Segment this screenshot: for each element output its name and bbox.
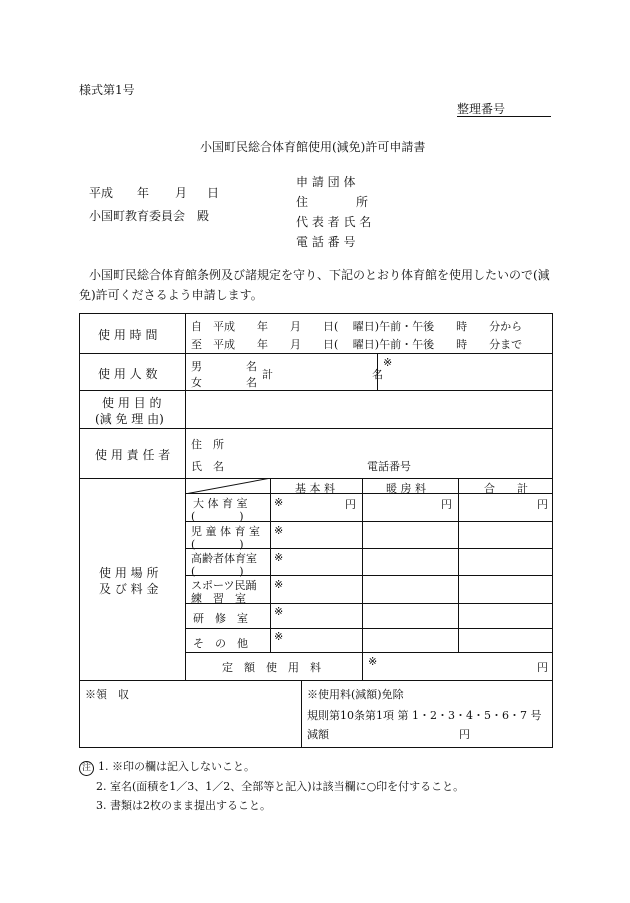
header-diagonal <box>185 478 271 494</box>
fee-mark: ※ <box>274 630 284 643</box>
date-day: 日 <box>207 186 220 200</box>
place-fee-label: 使 用 場 所 <box>99 566 159 580</box>
date-year: 年 <box>137 186 150 200</box>
people-label: 使 用 人 数 <box>98 367 158 381</box>
col-total: 合 計 <box>484 482 528 495</box>
fixed-fee-mark: ※ <box>368 655 378 668</box>
exemption-rule[interactable]: 規則第10条第1項 第 1・2・3・4・5・6・7 号 <box>307 709 542 722</box>
responsible-name[interactable]: 氏 名 <box>191 460 224 473</box>
total-fee-yen: 円 <box>537 498 548 511</box>
fee-mark: ※ <box>274 524 284 537</box>
time-from[interactable]: 自 平成 年 月 日( 曜日)午前・午後 時 分から <box>191 320 523 333</box>
responsible-label: 使 用 責 任 者 <box>95 448 171 462</box>
responsible-address[interactable]: 住 所 <box>191 438 224 451</box>
people-note-mark: ※ <box>383 356 393 369</box>
purpose-reason-label: (減 免 理 由) <box>95 412 164 426</box>
fixed-fee-yen: 円 <box>537 661 548 674</box>
room-name: 児 童 体 育 室 <box>191 525 260 538</box>
reference-number-line[interactable] <box>457 116 551 117</box>
intro-text-line2: 免)許可くださるよう申請します。 <box>79 288 263 302</box>
people-total[interactable]: 計 名 <box>262 368 383 381</box>
room-name: 高齢者体育室 <box>191 552 257 565</box>
purpose-label: 使 用 目 的 <box>102 396 162 410</box>
note-2: 2. 室名(面積を1／3、1／2、全部等と記入)は該当欄に○印を付すること。 <box>96 780 465 793</box>
form-number: 様式第1号 <box>79 83 135 97</box>
date-era: 平成 <box>89 186 114 200</box>
reference-number-label: 整理番号 <box>457 102 506 116</box>
note-3: 3. 書類は2枚のまま提出すること。 <box>96 799 271 812</box>
room-name-2: 練 習 室 <box>191 592 246 605</box>
responsible-phone[interactable]: 電話番号 <box>367 460 411 473</box>
note-mark-icon: 注 <box>79 761 94 776</box>
people-female[interactable]: 女 名 <box>191 376 257 389</box>
room-area[interactable]: ( ) <box>191 510 244 523</box>
applicant-address-label: 住 所 <box>296 195 369 209</box>
fee-mark: ※ <box>274 605 284 618</box>
applicant-group-label: 申 請 団 体 <box>296 175 356 189</box>
basic-fee-yen: 円 <box>345 498 356 511</box>
receipt-label: ※領 収 <box>85 688 129 701</box>
room-area[interactable]: ( ) <box>191 538 244 551</box>
applicant-phone-label: 電 話 番 号 <box>296 235 356 249</box>
fee-mark: ※ <box>274 578 284 591</box>
fee-mark: ※ <box>274 496 284 509</box>
purpose-field[interactable] <box>190 394 548 424</box>
fixed-fee-label: 定 額 使 用 料 <box>222 661 321 674</box>
date-month: 月 <box>175 186 188 200</box>
people-male[interactable]: 男 名 <box>191 360 257 373</box>
addressee: 小国町教育委員会 殿 <box>89 209 210 223</box>
intro-text-line1: 小国町民総合体育館条例及び諸規定を守り、下記のとおり体育館を使用したいので(減 <box>89 268 550 282</box>
room-name: スポーツ民踊 <box>191 579 257 592</box>
col-basic-fee: 基 本 料 <box>295 482 335 495</box>
time-label: 使 用 時 間 <box>98 328 158 342</box>
exemption-title: ※使用料(減額)免除 <box>307 688 404 701</box>
form-title: 小国町民総合体育館使用(減免)許可申請書 <box>200 140 426 154</box>
room-name: 大 体 育 室 <box>193 497 248 510</box>
note-1 <box>79 758 255 776</box>
note-text: 1. ※印の欄は記入しないこと。 <box>98 760 255 773</box>
room-name: 研 修 室 <box>193 612 248 625</box>
col-heating-fee: 暖 房 料 <box>386 482 426 495</box>
time-to[interactable]: 至 平成 年 月 日( 曜日)午前・午後 時 分まで <box>191 338 523 351</box>
fee-mark: ※ <box>274 551 284 564</box>
heating-fee-yen: 円 <box>441 498 452 511</box>
exemption-yen: 円 <box>459 728 470 741</box>
place-fee-label-2: 及 び 料 金 <box>99 582 159 596</box>
room-name: そ の 他 <box>193 637 248 650</box>
exemption-amount-label: 減額 <box>307 728 329 741</box>
room-area[interactable]: ( ) <box>191 565 244 578</box>
applicant-rep-label: 代 表 者 氏 名 <box>296 215 372 229</box>
